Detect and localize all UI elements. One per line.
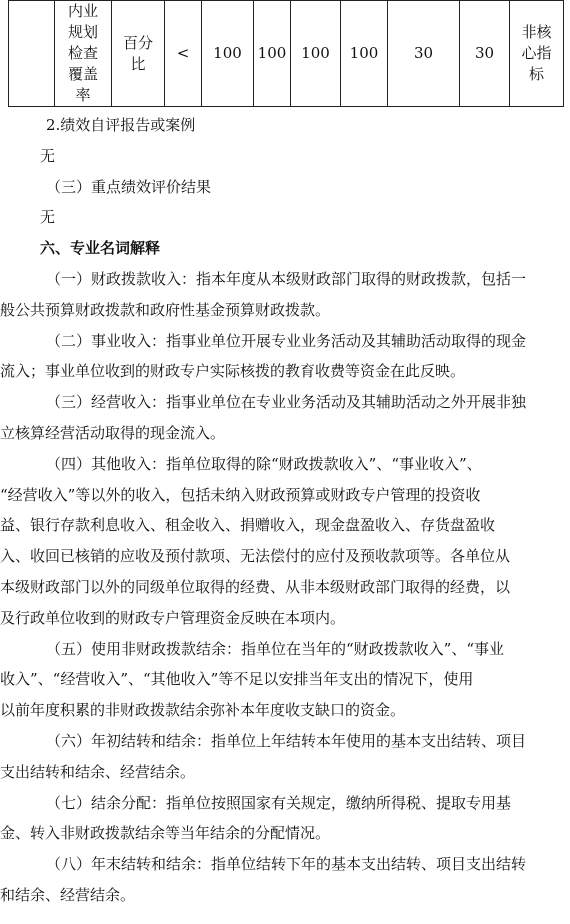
paragraph-line: 支出结转和结余、经营结余。 [0, 762, 196, 781]
table-cell-value: 100 [254, 1, 291, 107]
paragraph-line: （三）经营收入：指事业单位在专业业务活动及其辅助活动之外开展非独 [46, 393, 527, 412]
paragraph-line: （二）事业收入：指事业单位开展专业业务活动及其辅助活动取得的现金 [46, 331, 527, 350]
paragraph-line: 金、转入非财政拨款结余等当年结余的分配情况。 [0, 824, 331, 843]
table-cell-value: 100 [291, 1, 341, 107]
table-cell-value: 30 [388, 1, 460, 107]
section6-heading: 六、专业名词解释 [40, 239, 161, 258]
table-cell-value: 30 [460, 1, 510, 107]
paragraph-line: （五）使用非财政拨款结余：指单位在当年的“财政拨款收入”、“事业 [46, 639, 505, 658]
glossary-paragraph [0, 326, 570, 388]
paragraph-line: （六）年初结转和结余：指单位上年结转本年使用的基本支出结转、项目 [46, 731, 527, 750]
table-cell-operator: < [165, 1, 202, 107]
table-cell-empty [9, 1, 55, 107]
table-cell-type: 非核 心指 标 [510, 1, 564, 107]
glossary-paragraph [0, 387, 570, 449]
glossary-paragraph [0, 788, 570, 850]
item2-value: 无 [40, 146, 56, 165]
table-cell-value: 100 [202, 1, 254, 107]
paragraph-line: 流入；事业单位收到的财政专户实际核拨的教育收费等资金在此反映。 [0, 362, 466, 381]
performance-table [8, 0, 564, 107]
table-cell-indicator: 内业 规划 检查 覆盖 率 [55, 1, 112, 107]
paragraph-line: 和结余、经营结余。 [0, 885, 136, 904]
section3-title: （三）重点绩效评价结果 [46, 177, 212, 196]
document-body [0, 110, 570, 911]
paragraph-line: 般公共预算财政拨款和政府性基金预算财政拨款。 [0, 300, 331, 319]
section3-value: 无 [40, 208, 56, 227]
glossary-paragraph [0, 849, 570, 911]
glossary-paragraph [0, 634, 570, 726]
paragraph-line: 本级财政部门以外的同级单位取得的经费、从非本级财政部门取得的经费，以 [0, 577, 511, 596]
glossary-paragraph [0, 449, 570, 634]
table-cell-unit: 百分 比 [112, 1, 165, 107]
paragraph-line: 立核算经营活动取得的现金流入。 [0, 423, 226, 442]
paragraph-line: “经营收入”等以外的收入，包括未纳入财政预算或财政专户管理的投资收 [0, 485, 481, 504]
glossary-paragraphs [0, 264, 570, 911]
paragraph-line: 及行政单位收到的财政专户管理资金反映在本项内。 [0, 608, 346, 627]
glossary-paragraph [0, 726, 570, 788]
paragraph-line: 以前年度积累的非财政拨款结余弥补本年度收支缺口的资金。 [0, 701, 406, 720]
paragraph-line: （四）其他收入：指单位取得的除“财政拨款收入”、“事业收入”、 [46, 454, 482, 473]
paragraph-line: 益、银行存款利息收入、租金收入、捐赠收入，现金盘盈收入、存货盘盈收 [0, 516, 496, 535]
paragraph-line: 入、收回已核销的应收及预付款项、无法偿付的应付及预收款项等。各单位从 [0, 547, 511, 566]
table-row [9, 1, 564, 107]
paragraph-line: （八）年末结转和结余：指单位结转下年的基本支出结转、项目支出结转 [46, 855, 527, 874]
table-cell-value: 100 [341, 1, 388, 107]
item2-title: 2.绩效自评报告或案例 [46, 116, 196, 134]
paragraph-line: （一）财政拨款收入：指本年度从本级财政部门取得的财政拨款，包括一 [46, 269, 527, 288]
paragraph-line: 收入”、“经营收入”、“其他收入”等不足以安排当年支出的情况下，使用 [0, 670, 474, 689]
glossary-paragraph [0, 264, 570, 326]
paragraph-line: （七）结余分配：指单位按照国家有关规定，缴纳所得税、提取专用基 [46, 793, 512, 812]
